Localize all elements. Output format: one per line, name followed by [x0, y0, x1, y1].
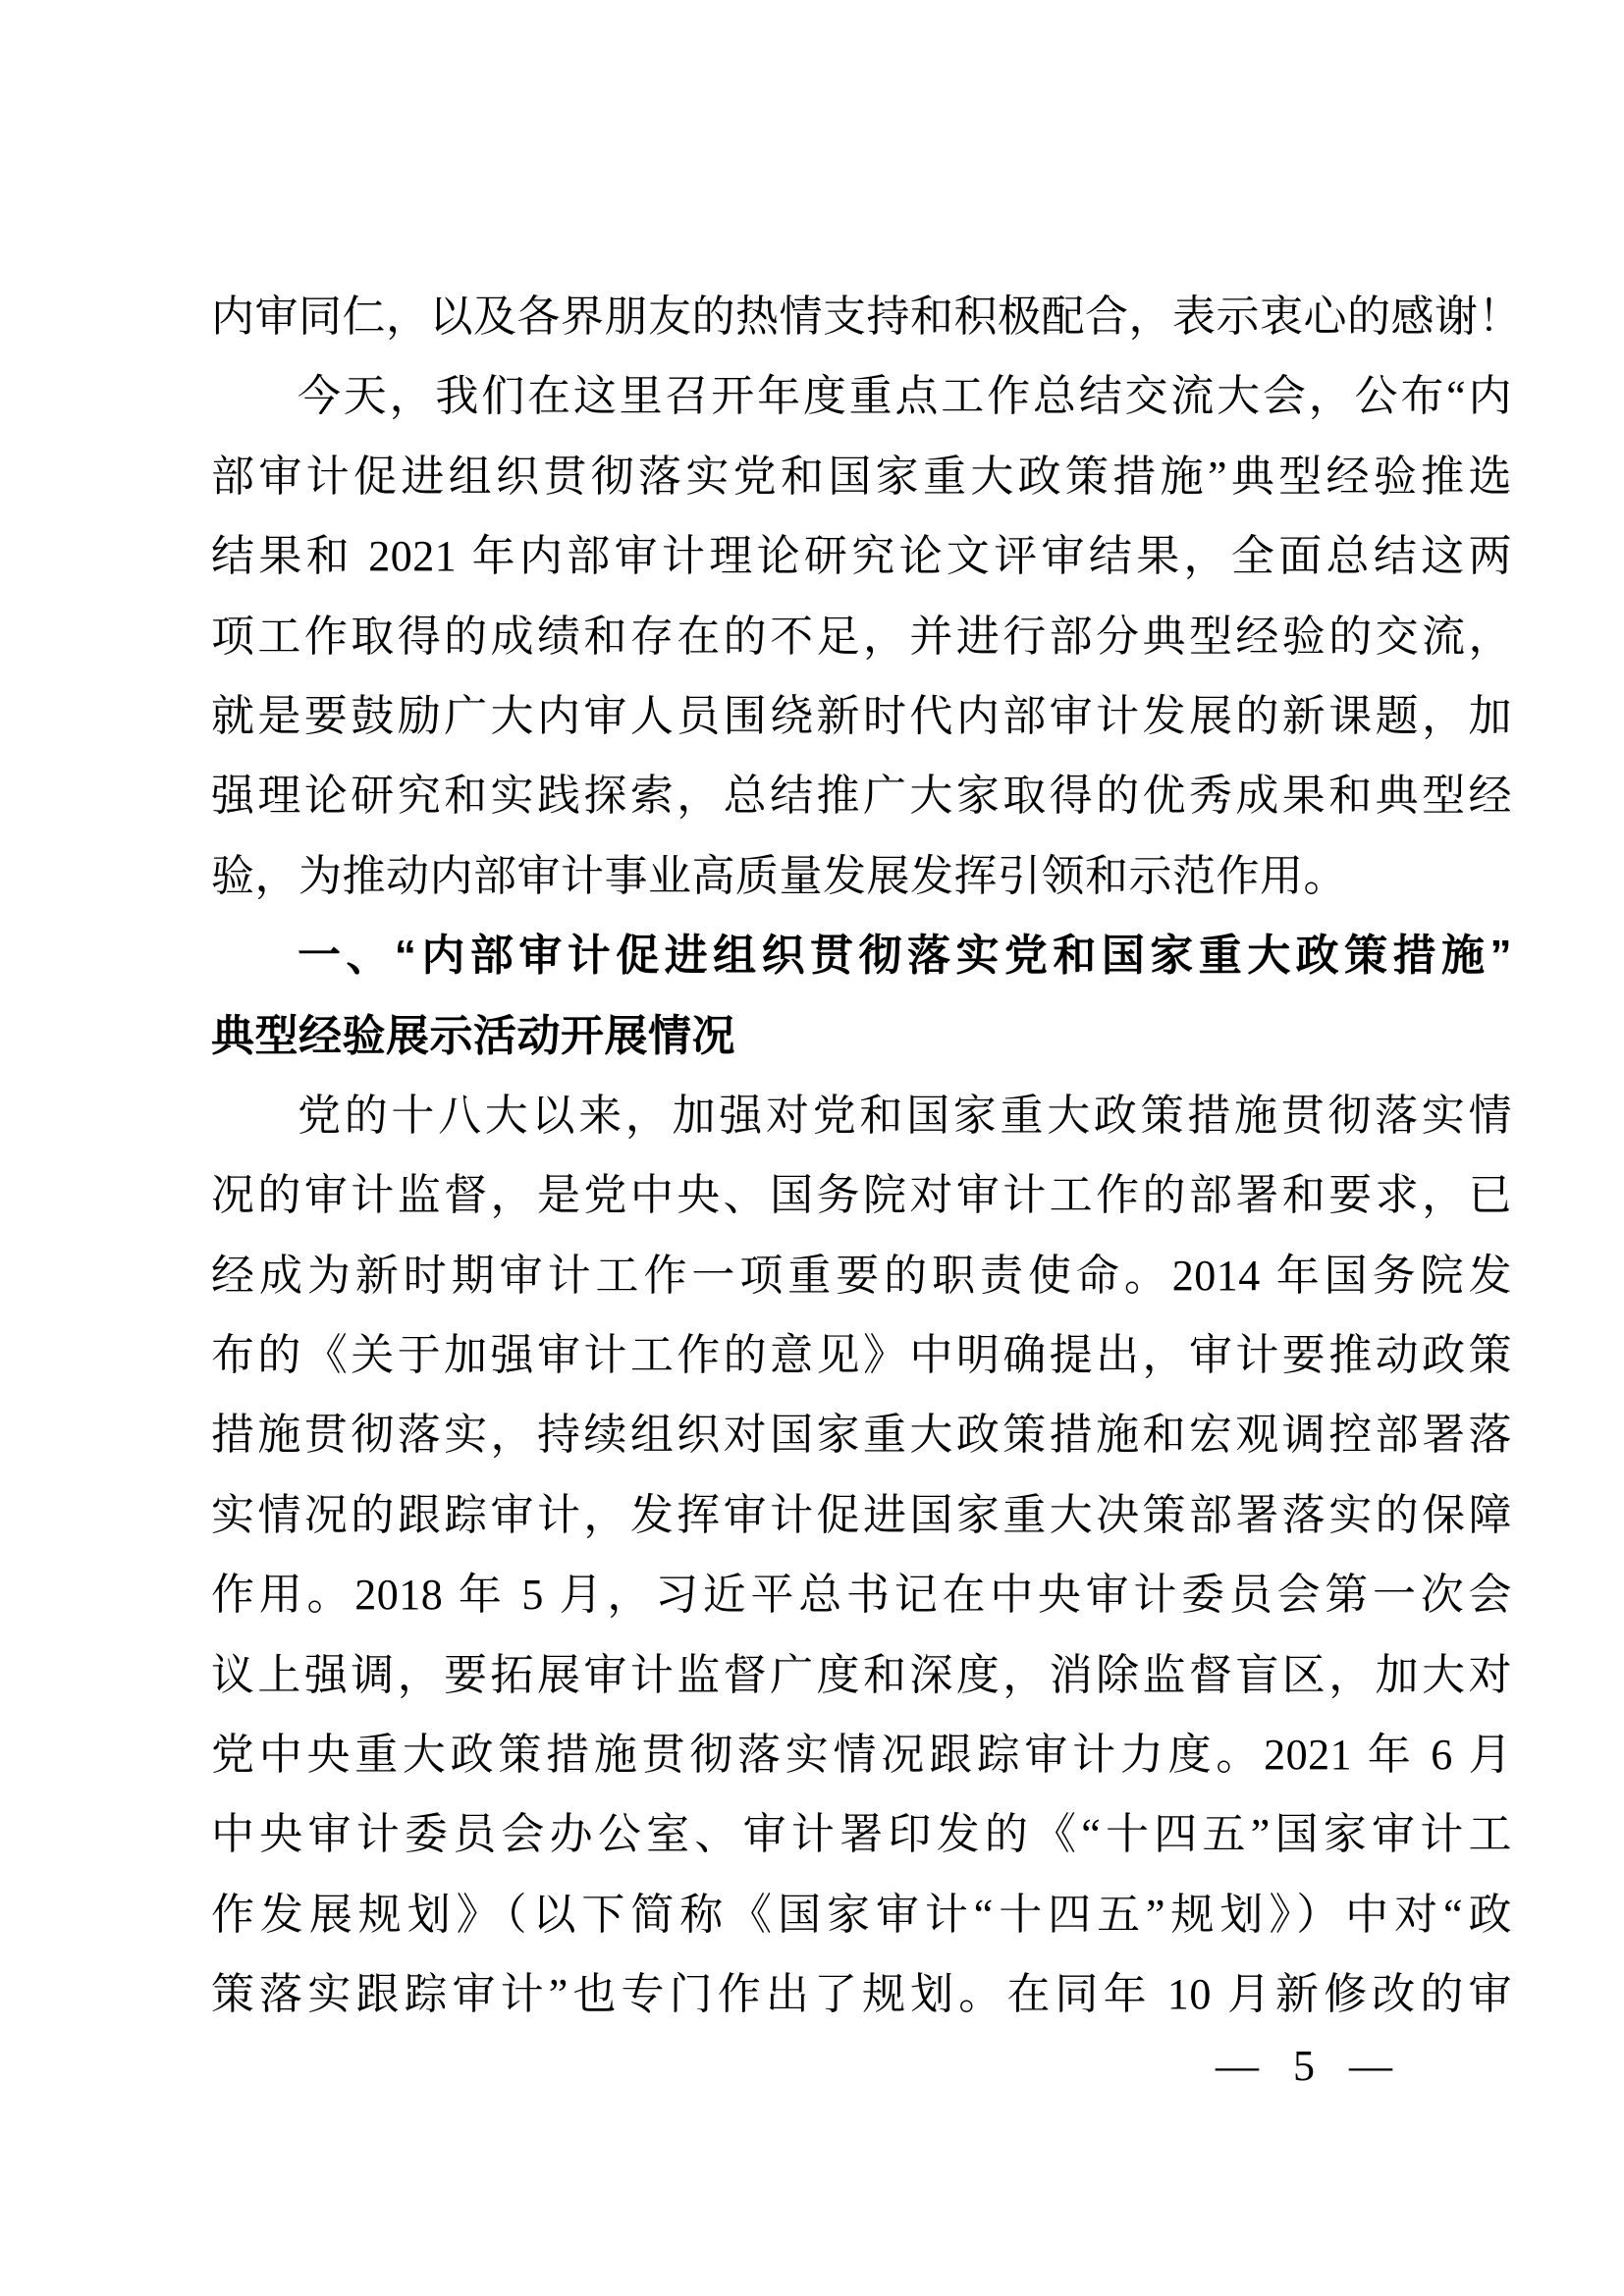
section-heading-line-1: 一、“内部审计促进组织贯彻落实党和国家重大政策措施”	[298, 932, 1512, 981]
body-line-19: 作发展规划》（以下简称《国家审计“十四五”规划》）中对“政	[211, 1890, 1512, 1939]
page-footer	[1216, 2042, 1392, 2091]
body-line-2: 今天，我们在这里召开年度重点工作总结交流大会，公布“内	[298, 372, 1512, 421]
body-line-20: 策落实跟踪审计”也专门作出了规划。在同年 10 月新修改的审	[211, 1970, 1512, 2019]
body-line-8: 验，为推动内部审计事业高质量发展发挥引领和示范作用。	[211, 851, 1347, 900]
body-line-7: 强理论研究和实践探索，总结推广大家取得的优秀成果和典型经	[211, 772, 1512, 821]
body-line-11: 经成为新时期审计工作一项重要的职责使命。2014 年国务院发	[211, 1251, 1512, 1300]
body-line-16: 议上强调，要拓展审计监督广度和深度，消除监督盲区，加大对	[211, 1650, 1512, 1699]
body-line-6: 就是要鼓励广大内审人员围绕新时代内部审计发展的新课题，加	[211, 691, 1512, 740]
body-line-4: 结果和 2021 年内部审计理论研究论文评审结果，全面总结这两	[211, 532, 1512, 581]
body-line-13: 措施贯彻落实，持续组织对国家重大政策措施和宏观调控部署落	[211, 1411, 1512, 1460]
body-line-10: 况的审计监督，是党中央、国务院对审计工作的部署和要求，已	[211, 1171, 1512, 1220]
body-line-14: 实情况的跟踪审计，发挥审计促进国家重大决策部署落实的保障	[211, 1490, 1512, 1539]
body-line-18: 中央审计委员会办公室、审计署印发的《“十四五”国家审计工	[211, 1810, 1512, 1859]
section-heading-line-2: 典型经验展示活动开展情况	[211, 1011, 735, 1060]
body-line-17: 党中央重大政策措施贯彻落实情况跟踪审计力度。2021 年 6 月	[211, 1731, 1512, 1780]
body-line-15: 作用。2018 年 5 月，习近平总书记在中央审计委员会第一次会	[211, 1571, 1512, 1620]
footer-dash-right: —	[1349, 2042, 1392, 2090]
body-line-3: 部审计促进组织贯彻落实党和国家重大政策措施”典型经验推选	[211, 452, 1512, 501]
body-line-9: 党的十八大以来，加强对党和国家重大政策措施贯彻落实情	[298, 1091, 1512, 1140]
document-text-block	[211, 277, 1522, 2035]
body-line-1: 内审同仁，以及各界朋友的热情支持和积极配合，表示衷心的感谢！	[211, 293, 1522, 341]
footer-dash-left: —	[1216, 2042, 1259, 2090]
body-line-5: 项工作取得的成绩和存在的不足，并进行部分典型经验的交流，	[211, 612, 1512, 661]
page-number: 5	[1293, 2042, 1315, 2090]
body-line-12: 布的《关于加强审计工作的意见》中明确提出，审计要推动政策	[211, 1331, 1512, 1380]
